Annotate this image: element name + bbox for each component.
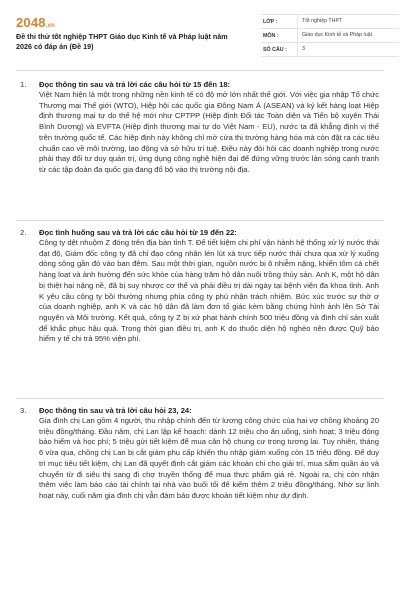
- meta-key: SỐ CÂU :: [263, 46, 287, 53]
- meta-value: Tốt nghiệp THPT: [297, 15, 399, 28]
- question-passage: Công ty dệt nhuộm Z đóng trên địa bàn tỉnh T. Để tiết kiệm chi phí vận hành hệ thống xử lý nước thải đạt độ, Giám đốc công ty đã chỉ đạo công nhân lén lút xả trực tiếp nước thải chưa qua xử lý xuống dòng sông gần đó vào ban đêm. Sau một thời gian, nguồn nước bị ô nhiễm nặng, khiến tôm cá chết hàng loạt và ảnh hưởng đến sức khỏe của hàng trăm hộ dân nuôi trồng thủy sản. Anh K, một hộ dân bị thiệt hại nặng nề, đã bị suy nhược cơ thể và phải điều trị dài ngày tại bệnh viện đa khoa tỉnh. Anh K yêu cầu công ty bồi thường nhưng phía công ty phủ nhận trách nhiệm. Bức xúc trước sự thờ ơ của doanh nghiệp, anh K và các hộ dân đã làm đơn tố giác kèm bằng chứng hình ảnh lên Sở Tài nguyên và Môi trường. Kết quả, công ty Z bị xử phạt hành chính 500 triệu đồng và đình chỉ sản xuất để khắc phục hậu quả. Trong thời gian điều trị, anh K do thuộc diện hộ nghèo nên được Quỹ bảo hiểm y tế chi trả 95% viện phí.: [39, 238, 379, 344]
- question-heading: Đọc tình huống sau và trả lời các câu hỏi từ 19 đến 22:: [39, 228, 237, 237]
- document-title: Đề thi thử tốt nghiệp THPT Giáo dục Kinh tế và Pháp luật năm 2026 có đáp án (Đề 19): [16, 32, 228, 51]
- question-passage: Gia đình chị Lan gồm 4 người, thu nhập chính đến từ lương công chức của hai vợ chồng khoảng 20 triệu đồng/tháng. Đầu năm, chị Lan lập kế hoạch: dành 12 triệu cho ăn uống, sinh hoạt; 3 triệu đóng bảo hiểm và học phí; 5 triệu gửi tiết kiệm để mua căn hộ chung cư trong tương lai. Tuy nhiên, tháng 6 vừa qua, chồng chị Lan bị cắt giảm phụ cấp khiến thu nhập giảm xuống còn 15 triệu đồng. Để duy trì mục tiêu tiết kiệm, chị Lan đã quyết định cắt giảm các khoản chi cho giải trí, mua sắm quần áo và chuyển từ đi siêu thị sang đi chợ truyền thống để mua thực phẩm giá rẻ. Ngoài ra, chị còn nhận thêm việc làm báo cáo tài chính tại nhà vào buổi tối để kiếm thêm 2 triệu đồng/tháng. Nhờ sự linh hoạt này, cuối năm gia đình chị vẫn đảm bảo được khoản tiết kiệm như dự định.: [39, 416, 379, 500]
- question-number: 2.: [20, 228, 27, 237]
- logo-suffix: .vn: [45, 23, 56, 29]
- question-divider: [16, 398, 384, 399]
- site-logo[interactable]: [16, 15, 55, 30]
- meta-row-class: [261, 14, 399, 29]
- meta-key: MÔN :: [263, 32, 279, 39]
- logo-main: 2048: [16, 15, 46, 30]
- meta-value: 3: [297, 43, 399, 56]
- question-heading: Đọc thông tin sau và trả lời câu hỏi 23, 24:: [39, 406, 192, 415]
- question-number: 3.: [20, 406, 27, 415]
- document-header: [16, 10, 384, 66]
- meta-key: LỚP :: [263, 18, 278, 25]
- question-passage: Việt Nam hiện là một trong những nền kinh tế có độ mở lớn nhất thế giới. Với việc gia nhập Tổ chức Thương mại Thế giới (WTO), Hiệp hội các quốc gia Đông Nam Á (ASEAN) và ký kết hàng loạt Hiệp định thương mại tự do thế hệ mới như CPTPP (Hiệp định Đối tác Toàn diện và Tiến bộ xuyên Thái Bình Dương) và EVFTA (Hiệp định thương mại tự do Việt Nam - EU), nước ta đã khẳng định vị thế trên trường quốc tế. Các hiệp định này không chỉ mở cửa thị trường hàng hóa mà còn đặt ra các tiêu chuẩn cao về môi trường, lao động và sở hữu trí tuệ. Điều này đòi hỏi các doanh nghiệp trong nước phải thay đổi tư duy quản trị, ứng dụng công nghệ hiện đại để đứng vững trước làn sóng cạnh tranh từ các tập đoàn đa quốc gia đang đổ bộ vào thị trường nội địa.: [39, 90, 379, 174]
- question-number: 1.: [20, 80, 27, 89]
- meta-row-subject: [261, 29, 399, 43]
- question-heading: Đọc thông tin sau và trả lời các câu hỏi từ 15 đến 18:: [39, 80, 231, 89]
- question-divider: [16, 220, 384, 221]
- meta-row-question-count: [261, 43, 399, 57]
- meta-table: [261, 14, 399, 57]
- meta-value: Giáo dục Kinh tế và Pháp luật: [297, 29, 399, 42]
- header-divider: [16, 70, 384, 71]
